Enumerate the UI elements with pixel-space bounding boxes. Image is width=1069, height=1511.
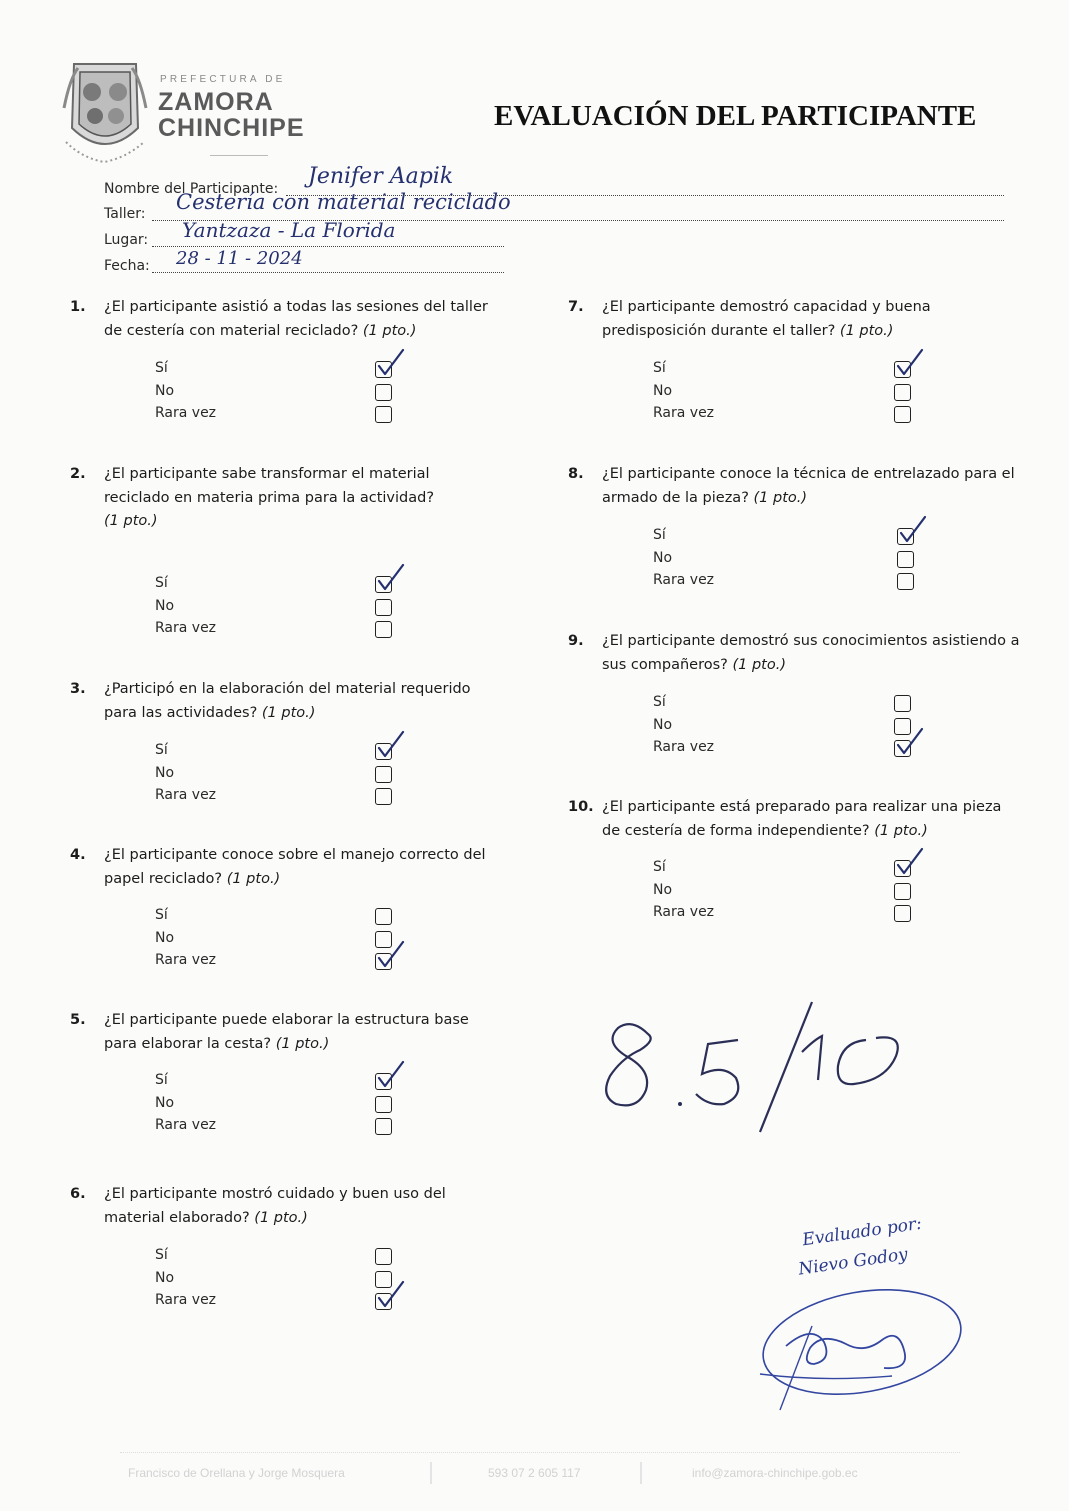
check-mark-icon xyxy=(373,348,407,378)
option-label: Sí xyxy=(653,859,666,875)
option-label: Sí xyxy=(653,527,666,543)
logo-prefix: PREFECTURA DE xyxy=(160,74,286,85)
question-number: 6. xyxy=(70,1186,86,1202)
evaluator-signature xyxy=(752,1284,972,1414)
footer-divider xyxy=(120,1452,960,1454)
check-mark-icon xyxy=(892,348,926,378)
question-prompt: ¿El participante sabe transformar el material reciclado en materia prima para la actividad? xyxy=(104,466,435,506)
participant-label: Nombre del Participante: xyxy=(104,181,279,197)
question-points: (1 pto.) xyxy=(753,489,808,506)
check-mark-icon xyxy=(892,847,926,877)
option-label: No xyxy=(653,382,673,399)
option-label: Rara vez xyxy=(155,405,217,421)
evaluator-name: Nievo Godoy xyxy=(797,1244,910,1280)
option-label: Rara vez xyxy=(155,620,217,636)
question-number: 3. xyxy=(70,681,86,697)
option-label: Rara vez xyxy=(155,952,217,968)
option-label: No xyxy=(653,881,673,898)
question-points: (1 pto.) xyxy=(226,870,281,887)
question-text xyxy=(602,796,1020,843)
option-label: Sí xyxy=(653,694,666,710)
option-label: No xyxy=(155,764,175,781)
question-number: 5. xyxy=(70,1012,86,1028)
question-points: (1 pto.) xyxy=(261,704,316,721)
option-label: Rara vez xyxy=(155,1292,217,1308)
question-prompt: ¿El participante puede elaborar la estructura base para elaborar la cesta? xyxy=(104,1012,469,1052)
option-checkbox[interactable] xyxy=(375,1118,392,1135)
question-text xyxy=(104,678,490,725)
prefecture-shield-icon xyxy=(62,58,148,164)
question-prompt: ¿El participante está preparado para realizar una pieza de cestería de forma independiente? xyxy=(602,799,1002,839)
question-prompt: ¿El participante asistió a todas las sesiones del taller de cestería con material reciclado? xyxy=(104,299,488,339)
handwritten-score-icon xyxy=(596,996,916,1136)
logo-underline xyxy=(210,155,268,156)
option-checkbox[interactable] xyxy=(894,883,911,900)
check-mark-icon xyxy=(373,1060,407,1090)
question-points: (1 pto.) xyxy=(732,656,786,673)
option-checkbox[interactable] xyxy=(375,766,392,783)
option-checkbox[interactable] xyxy=(375,1248,392,1265)
option-label: Rara vez xyxy=(653,904,715,920)
option-checkbox[interactable] xyxy=(375,406,392,423)
question-number: 10. xyxy=(568,799,594,815)
option-label: Rara vez xyxy=(653,572,715,588)
option-checkbox[interactable] xyxy=(375,384,392,401)
option-checkbox[interactable] xyxy=(375,788,392,805)
option-checkbox[interactable] xyxy=(894,406,911,423)
final-score xyxy=(596,996,916,1136)
question-text xyxy=(602,296,1020,343)
workshop-label: Taller: xyxy=(104,206,146,222)
question-text xyxy=(104,463,444,534)
question-number: 4. xyxy=(70,847,86,863)
date-value: 28 - 11 - 2024 xyxy=(176,248,303,269)
question-prompt: ¿Participó en la elaboración del material requerido para las actividades? xyxy=(104,681,471,721)
option-label: Sí xyxy=(653,360,666,376)
question-prompt: ¿El participante conoce sobre el manejo correcto del papel reciclado? xyxy=(104,847,486,887)
date-line xyxy=(152,272,504,273)
question-number: 7. xyxy=(568,299,584,315)
option-label: Rara vez xyxy=(155,1117,217,1133)
option-label: Rara vez xyxy=(155,787,217,803)
option-checkbox[interactable] xyxy=(375,908,392,925)
option-label: Sí xyxy=(155,360,168,376)
check-mark-icon xyxy=(373,730,407,760)
option-checkbox[interactable] xyxy=(894,695,911,712)
option-label: No xyxy=(155,1269,175,1286)
evaluator-label: Evaluado por: xyxy=(801,1213,923,1251)
footer-address: Francisco de Orellana y Jorge Mosquera xyxy=(128,1466,345,1480)
workshop-name: Cestería con material reciclado xyxy=(176,190,511,214)
option-checkbox[interactable] xyxy=(897,551,914,568)
option-label: Rara vez xyxy=(653,405,715,421)
logo-line-chinchipe: CHINCHIPE xyxy=(158,114,305,142)
option-checkbox[interactable] xyxy=(375,599,392,616)
check-mark-icon xyxy=(892,727,926,757)
question-prompt: ¿El participante demostró sus conocimientos asistiendo a sus compañeros? xyxy=(602,633,1020,673)
option-checkbox[interactable] xyxy=(894,384,911,401)
option-label: Sí xyxy=(155,742,168,758)
question-points: (1 pto.) xyxy=(104,513,158,529)
participant-name: Jenifer Aapik xyxy=(308,164,454,189)
footer-phone: 593 07 2 605 117 xyxy=(488,1466,581,1480)
footer-separator xyxy=(640,1462,642,1484)
option-label: Rara vez xyxy=(653,739,715,755)
footer-email: info@zamora-chinchipe.gob.ec xyxy=(692,1466,858,1480)
option-label: Sí xyxy=(155,1247,168,1263)
check-mark-icon xyxy=(373,1280,407,1310)
option-label: No xyxy=(155,1094,175,1111)
question-points: (1 pto.) xyxy=(839,322,894,339)
question-text xyxy=(602,463,1020,510)
footer-separator xyxy=(430,1462,432,1484)
option-label: Sí xyxy=(155,907,168,923)
question-number: 8. xyxy=(568,466,584,482)
check-mark-icon xyxy=(373,940,407,970)
question-text xyxy=(104,1009,490,1056)
option-label: No xyxy=(155,929,175,946)
place-line xyxy=(152,246,504,247)
question-prompt: ¿El participante conoce la técnica de entrelazado para el armado de la pieza? xyxy=(602,466,1015,506)
option-label: Sí xyxy=(155,1072,168,1088)
question-prompt: ¿El participante demostró capacidad y buena predisposición durante el taller? xyxy=(602,299,931,339)
date-label: Fecha: xyxy=(104,258,150,274)
prefecture-logo xyxy=(62,58,148,164)
option-checkbox[interactable] xyxy=(375,1096,392,1113)
question-number: 1. xyxy=(70,299,86,315)
question-points: (1 pto.) xyxy=(275,1035,330,1052)
question-number: 2. xyxy=(70,466,86,482)
option-label: Sí xyxy=(155,575,168,591)
question-points: (1 pto.) xyxy=(362,322,417,339)
question-text xyxy=(104,1183,490,1230)
option-checkbox[interactable] xyxy=(894,905,911,922)
check-mark-icon xyxy=(373,563,407,593)
signature-icon xyxy=(752,1284,972,1414)
option-checkbox[interactable] xyxy=(897,573,914,590)
option-label: No xyxy=(155,382,175,399)
question-prompt: ¿El participante mostró cuidado y buen uso del material elaborado? xyxy=(104,1186,446,1226)
check-mark-icon xyxy=(895,515,929,545)
option-label: No xyxy=(653,549,673,566)
question-points: (1 pto.) xyxy=(874,822,928,839)
option-label: No xyxy=(653,716,673,733)
option-label: No xyxy=(155,597,175,614)
question-number: 9. xyxy=(568,633,584,649)
logo-line-zamora: ZAMORA xyxy=(158,88,274,116)
question-points: (1 pto.) xyxy=(254,1209,308,1226)
option-checkbox[interactable] xyxy=(375,621,392,638)
place-label: Lugar: xyxy=(104,232,149,248)
question-text xyxy=(104,296,490,343)
document-title: EVALUACIÓN DEL PARTICIPANTE xyxy=(494,100,977,132)
question-text xyxy=(104,844,490,891)
place-name: Yantzaza - La Florida xyxy=(182,218,396,242)
question-text xyxy=(602,630,1020,677)
